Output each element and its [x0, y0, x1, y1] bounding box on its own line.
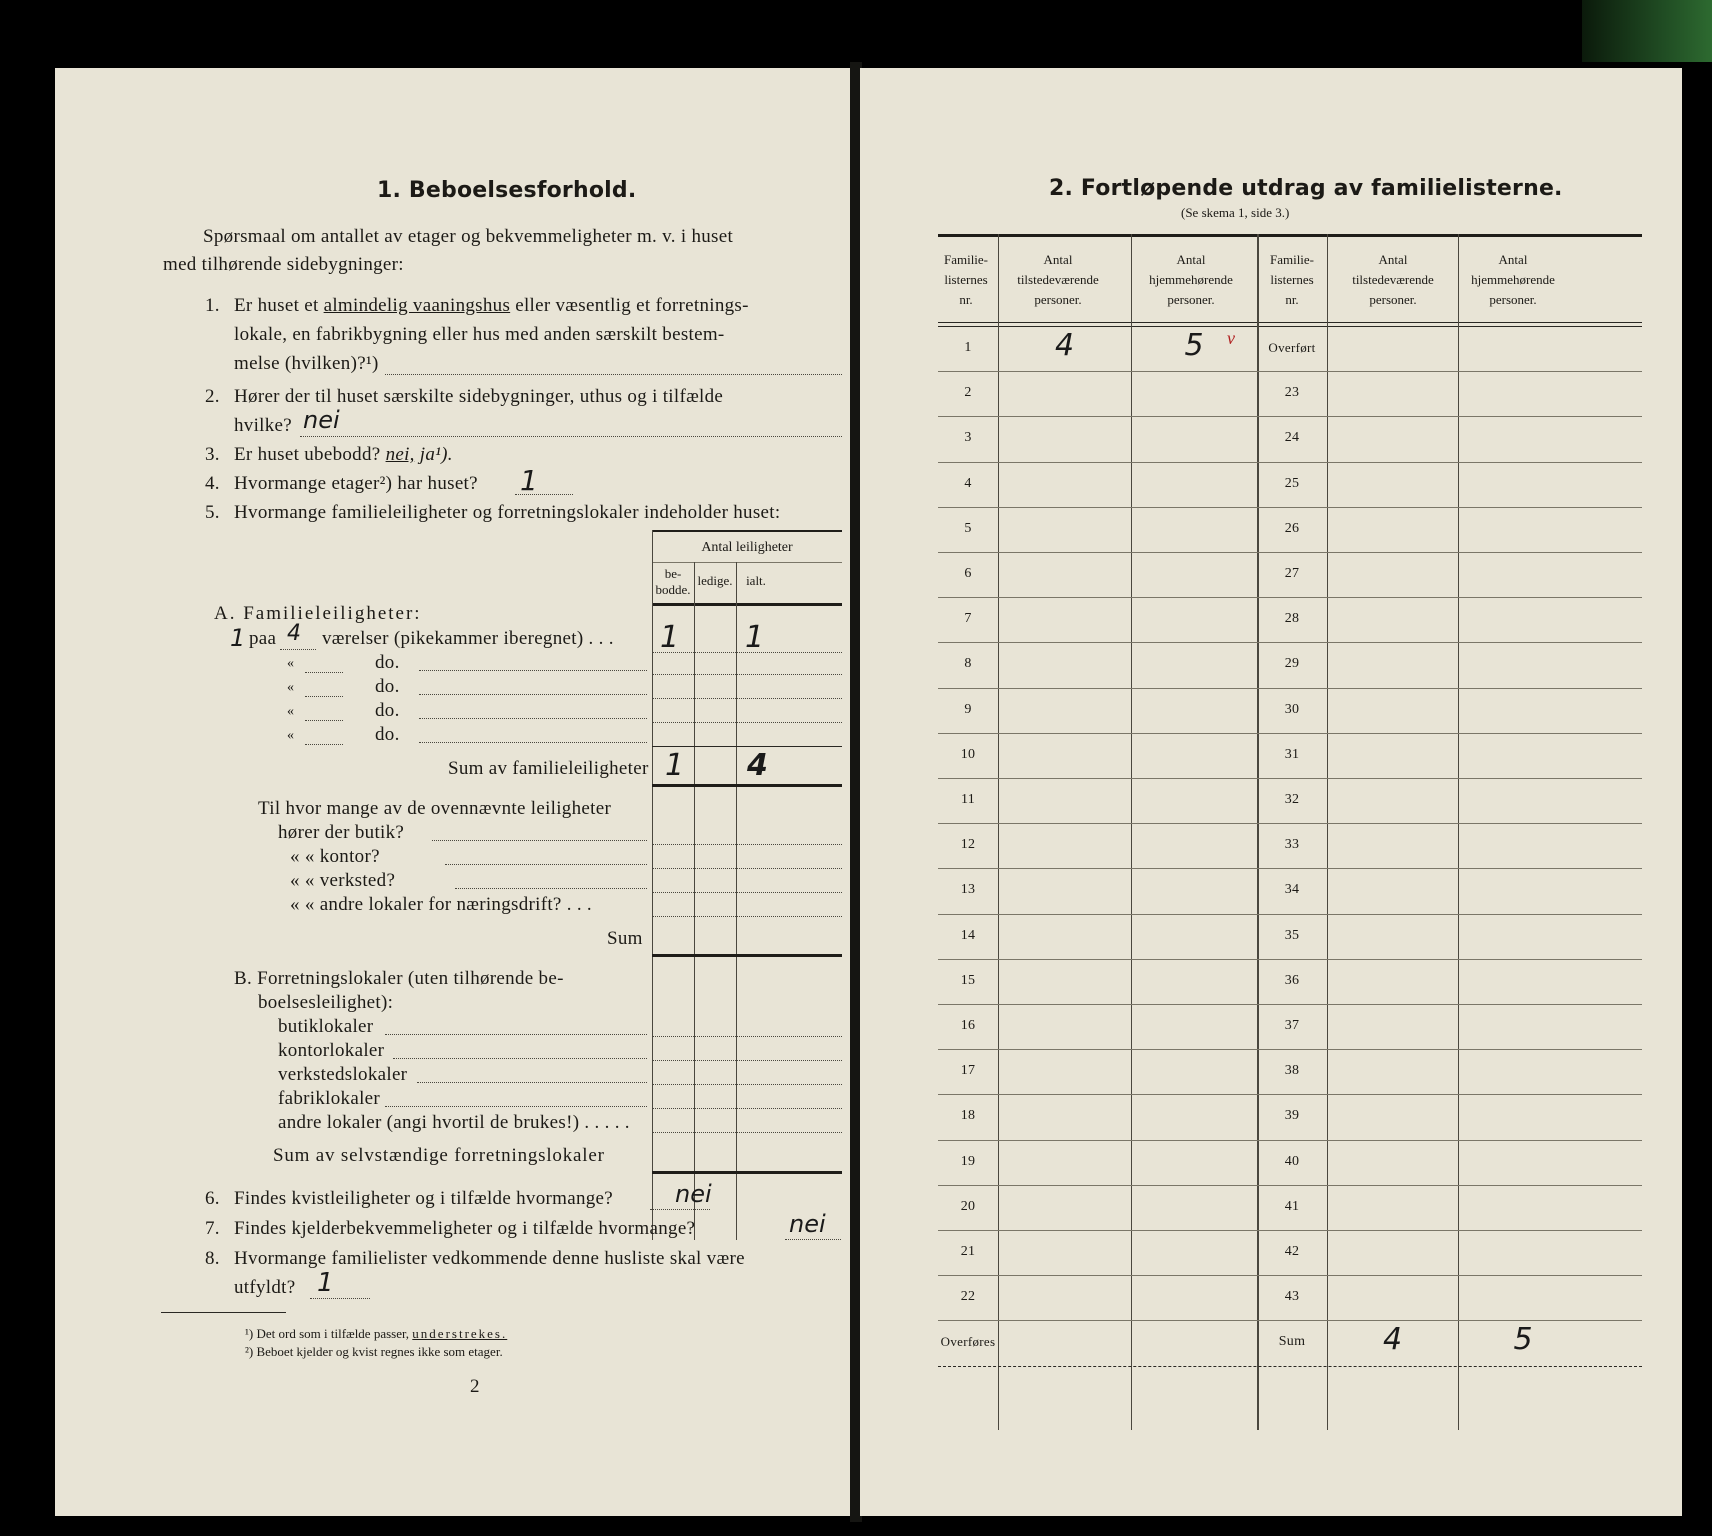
q8-line-1: Hvormange familielister vedkommende denne husliste skal være: [234, 1248, 745, 1269]
b-verksted-rule: [652, 1084, 842, 1085]
q8-answer-line: [310, 1298, 370, 1299]
b-andre-lokaler: andre lokaler (angi hvortil de brukes!) . . . . .: [278, 1112, 630, 1133]
row-nr-left: 14: [960, 927, 976, 943]
intro-line-1: Spørsmaal om antallet av etager og bekvemmeligheter m. v. i huset: [203, 226, 734, 247]
rowA3-do: do.: [375, 676, 400, 697]
table-bottom-rule: [938, 1366, 1642, 1367]
rowA1-paa: paa: [249, 628, 277, 649]
row-rule: [938, 868, 1642, 869]
row-nr-left: 19: [960, 1153, 976, 1169]
rowA4-quote: «: [287, 704, 294, 719]
table-col-line-2: [694, 562, 695, 1240]
verksted-leader: [455, 888, 647, 889]
section-b-line-2: boelsesleilighet):: [258, 992, 394, 1013]
q3-underlined-answer: nei,: [385, 444, 415, 465]
q5-line: Hvormange familieleiligheter og forretningslokaler indeholder huset:: [234, 502, 781, 523]
table-header-rule: [652, 562, 842, 563]
b-verkstedslokaler: verkstedslokaler: [278, 1064, 408, 1085]
rowA2-rule: [652, 674, 842, 675]
q6-line: Findes kvistleiligheter og i tilfælde hvormange?: [234, 1188, 614, 1209]
row-rule: [938, 1049, 1642, 1050]
row-nr-left: 10: [960, 746, 976, 762]
header-hjem-right-1: Antal: [1498, 252, 1528, 267]
rowA1-rooms-line: [280, 649, 316, 650]
rowA4-leader: [419, 718, 647, 719]
row-nr-right: 42: [1284, 1244, 1300, 1259]
sumA-ialt-handwritten: 4: [747, 748, 768, 783]
row-nr-left: 12: [960, 837, 976, 853]
butik-question-line-2: hører der butik?: [278, 822, 405, 843]
header-nr-left-2: listernes: [944, 272, 988, 287]
section-title-familielisterne: 2. Fortløpende utdrag av familielisterne.: [1049, 176, 1563, 201]
footnote-separator: [161, 1312, 286, 1313]
rowA5-leader: [419, 742, 647, 743]
row-nr-right: 37: [1284, 1018, 1300, 1033]
row-rule: [938, 778, 1642, 779]
b-verksted-leader: [417, 1082, 647, 1083]
q7-number: 7.: [205, 1218, 220, 1239]
row-rule: [938, 688, 1642, 689]
q3-option-ja: ja¹).: [414, 444, 453, 465]
q4-handwritten-answer: 1: [520, 464, 538, 497]
rowA1-text: værelser (pikekammer iberegnet) . . .: [322, 628, 614, 649]
kontor-question: « « kontor?: [290, 846, 380, 867]
sumA-bebodde-handwritten: 1: [665, 748, 685, 783]
q7-answer-line: [785, 1239, 841, 1240]
row-nr-right: 40: [1284, 1153, 1300, 1169]
header-tilstedevaerende-right: [1332, 250, 1454, 310]
q1-text-b: eller væsentlig et forretnings-: [510, 295, 749, 316]
rowA2-rooms-line: [305, 672, 343, 673]
q3-line: [234, 444, 453, 466]
q6-number: 6.: [205, 1188, 220, 1209]
row-nr-right: 27: [1284, 566, 1300, 581]
row-nr-right: 28: [1284, 611, 1300, 627]
q1-line-2: lokale, en fabrikbygning eller hus med anden særskilt bestem-: [234, 324, 725, 345]
rowA3-rule: [652, 698, 842, 699]
list-col-line-2: [1131, 234, 1132, 1430]
header-hjemmehorende-left: [1131, 250, 1251, 310]
sumB-rule: [652, 1171, 842, 1174]
row-nr-right: 29: [1284, 656, 1300, 672]
rowA5-rooms-line: [305, 744, 343, 745]
rowA1-count-handwritten: 1: [230, 624, 246, 652]
row-rule: [938, 552, 1642, 553]
footnote-2: ²) Beboet kjelder og kvist regnes ikke som etager.: [245, 1344, 503, 1359]
verksted-rule: [652, 892, 842, 893]
kontor-leader: [445, 864, 647, 865]
andre-lokaler-question: « « andre lokaler for næringsdrift? . . .: [290, 894, 592, 915]
butik-rule: [652, 844, 842, 845]
sumB-label: Sum av selvstændige forretningslokaler: [273, 1145, 605, 1166]
rowA4-rooms-line: [305, 720, 343, 721]
butik-leader: [432, 840, 647, 841]
row-nr-right: Sum: [1278, 1334, 1306, 1350]
row-rule: [938, 371, 1642, 372]
header-til-right-2: tilstedeværende: [1352, 272, 1434, 287]
row-nr-left: 9: [964, 701, 972, 717]
q8-line-2: utfyldt?: [234, 1277, 296, 1298]
row-rule: [938, 1320, 1642, 1321]
row-tilstede-right: 4: [1382, 1322, 1403, 1358]
row-nr-right: 36: [1284, 972, 1300, 988]
row-nr-left: 4: [964, 475, 972, 491]
row-nr-left: 21: [960, 1244, 976, 1259]
list-table-header-rule-1: [938, 322, 1642, 323]
row-nr-left: 18: [960, 1108, 976, 1124]
q2-number: 2.: [205, 386, 220, 407]
row-rule: [938, 462, 1642, 463]
rowA2-leader: [419, 670, 647, 671]
row-nr-left: 13: [960, 882, 976, 898]
footnote-1-underlined: understrekes.: [412, 1326, 508, 1341]
col-header-bebodde-1: be-: [664, 566, 682, 581]
q7-line: Findes kjelderbekvemmeligheter og i tilfælde hvormange?: [234, 1218, 696, 1239]
q2-line-2: hvilke?: [234, 415, 293, 436]
rowA1-rule: [652, 652, 842, 653]
col-header-bebodde: [652, 566, 694, 598]
q2-answer-line: [300, 436, 842, 437]
table-column-header-rule: [652, 603, 842, 606]
header-familielistenes-nr-right: [1257, 250, 1327, 310]
table-header-antal-leiligheter: Antal leiligheter: [701, 540, 793, 555]
row-rule: [938, 1004, 1642, 1005]
q8-handwritten-answer: 1: [317, 1268, 334, 1298]
rowA1-rooms-handwritten: 4: [287, 621, 301, 646]
row-nr-left: 22: [960, 1289, 976, 1305]
q4-line: Hvormange etager²) har huset?: [234, 473, 478, 494]
row-nr-right: 30: [1284, 701, 1300, 717]
row-rule: [938, 1140, 1642, 1141]
header-familielistenes-nr-left: [938, 250, 994, 310]
row-hjem-left: 5: [1184, 328, 1204, 363]
sum-butik-rule: [652, 954, 842, 957]
col-header-ledige: ledige.: [697, 573, 733, 588]
rowA2-quote: «: [287, 656, 294, 671]
b-fabrik-rule: [652, 1108, 842, 1109]
footnote-1: [245, 1326, 507, 1342]
red-checkmark: v: [1227, 328, 1235, 348]
scan-edge-strip: [1582, 0, 1712, 62]
rowA1-bebodde-handwritten: 1: [660, 620, 680, 655]
row-rule: [938, 416, 1642, 417]
q1-underlined-answer: almindelig vaaningshus: [323, 295, 511, 316]
section-b-line-1: B. Forretningslokaler (uten tilhørende be-: [234, 968, 564, 989]
row-nr-left: 6: [964, 566, 972, 581]
row-hjem-right: 5: [1513, 1322, 1533, 1358]
row-rule: [938, 597, 1642, 598]
header-til-right-1: Antal: [1378, 252, 1408, 267]
row-nr-right: 32: [1284, 792, 1300, 807]
row-nr-left: 3: [964, 430, 972, 446]
left-page: [55, 68, 853, 1516]
b-butik-rule: [652, 1036, 842, 1037]
b-fabrik-leader: [385, 1106, 647, 1107]
section-subtitle: (Se skema 1, side 3.): [1181, 205, 1290, 220]
q2-handwritten-answer: nei: [303, 406, 340, 434]
header-hjem-left-2: hjemmehørende: [1149, 272, 1233, 287]
row-nr-left: 20: [960, 1198, 976, 1214]
b-kontor-rule: [652, 1060, 842, 1061]
row-nr-left: 15: [960, 972, 976, 988]
rowA3-leader: [419, 694, 647, 695]
row-nr-right: 35: [1284, 927, 1300, 943]
col-header-bebodde-2: bodde.: [655, 582, 691, 597]
q4-number: 4.: [205, 473, 220, 494]
row-nr-right: 41: [1284, 1198, 1300, 1214]
right-page: [860, 68, 1682, 1516]
row-nr-left: Overføres: [940, 1334, 996, 1350]
header-hjem-left-3: personer.: [1167, 292, 1215, 307]
row-nr-right: 31: [1284, 746, 1300, 762]
header-til-left-2: tilstedeværende: [1017, 272, 1099, 287]
header-nr-left-1: Familie-: [943, 252, 989, 267]
header-tilstedevaerende-left: [998, 250, 1118, 310]
b-fabriklokaler: fabriklokaler: [278, 1088, 381, 1109]
row-rule: [938, 642, 1642, 643]
row-rule: [938, 823, 1642, 824]
row-nr-left: 2: [964, 385, 972, 401]
q7-handwritten-answer: nei: [789, 1210, 826, 1238]
row-nr-left: 11: [960, 792, 976, 807]
row-rule: [938, 1185, 1642, 1186]
rowA4-rule: [652, 722, 842, 723]
q6-answer-line: [650, 1209, 710, 1210]
section-title-beboelsesforhold: 1. Beboelsesforhold.: [377, 178, 637, 203]
list-table-top-rule: [938, 234, 1642, 237]
rowA2-do: do.: [375, 652, 400, 673]
row-nr-right: 39: [1284, 1108, 1300, 1124]
q1-number: 1.: [205, 295, 220, 316]
table-top-rule: [652, 530, 842, 532]
q1-line-1: [234, 295, 749, 317]
list-col-line-5: [1458, 234, 1459, 1430]
row-nr-right: 34: [1284, 882, 1300, 898]
row-rule: [938, 733, 1642, 734]
b-butik-leader: [385, 1034, 647, 1035]
page-number: 2: [470, 1376, 480, 1397]
row-rule: [938, 959, 1642, 960]
rowA5-do: do.: [375, 724, 400, 745]
row-rule: [938, 507, 1642, 508]
q1-line-3: melse (hvilken)?¹): [234, 353, 379, 374]
row-rule: [938, 1275, 1642, 1276]
header-nr-right-1: Familie-: [1269, 252, 1315, 267]
b-kontorlokaler: kontorlokaler: [278, 1040, 385, 1061]
row-nr-left: 8: [964, 656, 972, 672]
verksted-question: « « verksted?: [290, 870, 396, 891]
row-rule: [938, 914, 1642, 915]
q1-text-a: Er huset et: [234, 295, 324, 316]
sumA-rule: [652, 784, 842, 787]
list-col-line-4: [1327, 234, 1328, 1430]
rowA5-quote: «: [287, 728, 294, 743]
header-hjem-right-3: personer.: [1489, 292, 1537, 307]
sumA-label: Sum av familieleiligheter: [448, 758, 649, 779]
row-tilstede-left: 4: [1054, 328, 1075, 363]
table-col-line-3: [736, 562, 737, 1240]
row-nr-left: 1: [964, 340, 972, 355]
b-andre-rule: [652, 1132, 842, 1133]
q6-handwritten-answer: nei: [675, 1180, 712, 1208]
rowA3-quote: «: [287, 680, 294, 695]
row-nr-right: 25: [1284, 475, 1300, 491]
row-nr-left: 17: [960, 1063, 976, 1079]
b-butiklokaler: butiklokaler: [278, 1016, 374, 1037]
header-nr-right-2: listernes: [1270, 272, 1314, 287]
header-til-left-3: personer.: [1034, 292, 1082, 307]
header-nr-left-3: nr.: [959, 292, 973, 307]
header-til-left-1: Antal: [1043, 252, 1073, 267]
row-nr-right: 43: [1284, 1289, 1300, 1305]
row-nr-right: 24: [1284, 430, 1300, 446]
row-rule: [938, 1230, 1642, 1231]
row-nr-left: 16: [960, 1018, 976, 1033]
footnote-1-text: ¹) Det ord som i tilfælde passer,: [245, 1326, 413, 1341]
header-nr-right-3: nr.: [1285, 292, 1299, 307]
q1-answer-line: [385, 374, 842, 375]
header-hjemmehorende-right: [1463, 250, 1563, 310]
row-nr-right: 33: [1284, 837, 1300, 853]
section-a-familieleiligheter: A. Familieleiligheter:: [214, 603, 422, 624]
q8-number: 8.: [205, 1248, 220, 1269]
row-nr-left: 5: [964, 520, 972, 536]
row-nr-right: 38: [1284, 1063, 1300, 1079]
row-rule: [938, 1094, 1642, 1095]
row-nr-left: 7: [964, 611, 972, 627]
row-nr-right: 23: [1284, 385, 1300, 401]
q5-number: 5.: [205, 502, 220, 523]
row-nr-right: Overført: [1268, 340, 1316, 355]
header-hjem-left-1: Antal: [1176, 252, 1206, 267]
rowA3-rooms-line: [305, 696, 343, 697]
header-hjem-right-2: hjemmehørende: [1471, 272, 1555, 287]
q3-text: Er huset ubebodd?: [234, 444, 386, 465]
sum-butik-label: Sum: [607, 928, 643, 949]
q4-answer-line: [515, 494, 573, 495]
rowA4-do: do.: [375, 700, 400, 721]
butik-question-line-1: Til hvor mange av de ovennævnte leiligheter: [258, 798, 612, 819]
col-header-ialt: ialt.: [746, 573, 766, 588]
rowA1-ialt-handwritten: 1: [745, 620, 765, 655]
list-col-line-1: [998, 234, 999, 1430]
rowA5-rule: [652, 746, 842, 747]
kontor-rule: [652, 868, 842, 869]
list-table-header-rule-2: [938, 326, 1642, 327]
andre-rule: [652, 916, 842, 917]
intro-line-2: med tilhørende sidebygninger:: [163, 254, 404, 275]
row-nr-right: 26: [1284, 520, 1300, 536]
b-kontor-leader: [393, 1058, 647, 1059]
q2-line-1: Hører der til huset særskilte sidebygninger, uthus og i tilfælde: [234, 386, 724, 407]
header-til-right-3: personer.: [1369, 292, 1417, 307]
q3-number: 3.: [205, 444, 220, 465]
table-col-line-1: [652, 530, 653, 1240]
